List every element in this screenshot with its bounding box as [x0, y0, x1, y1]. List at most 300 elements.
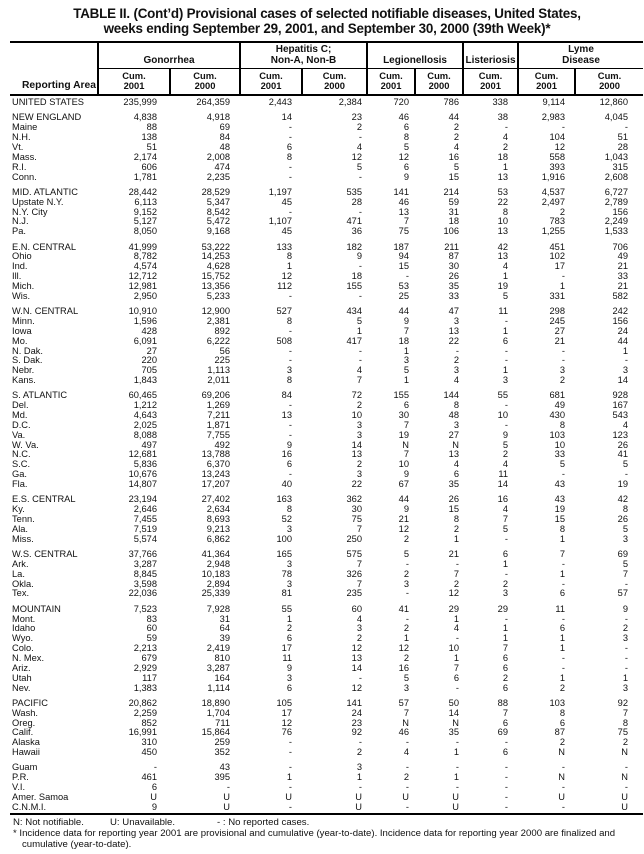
- subheader-hepatitis-cum-2000: Cum. 2000: [302, 69, 367, 95]
- value-cell: 2,381: [206, 315, 230, 326]
- value-cell: -: [358, 355, 363, 366]
- table-row: [10, 560, 643, 570]
- table-row: [10, 123, 643, 133]
- table-header: [10, 42, 643, 95]
- value-cell: 112: [277, 280, 292, 291]
- table-row: [10, 327, 643, 337]
- value-cell: 430: [549, 410, 566, 421]
- value-cell: -: [288, 355, 292, 366]
- value-cell: 9: [403, 469, 410, 480]
- table-title-line2: weeks ending September 29, 2001, and September 30, 2000 (39th Week)*: [103, 21, 551, 36]
- value-cell: 417: [346, 335, 363, 346]
- table-row: [10, 699, 643, 709]
- value-cell: 7,455: [133, 514, 157, 524]
- value-cell: 2: [453, 578, 460, 589]
- value-cell: 450: [141, 747, 157, 758]
- column-group-listeriosis: [463, 42, 518, 69]
- value-cell: 7: [356, 523, 363, 534]
- value-cell: 474: [214, 161, 230, 172]
- value-cell: 706: [612, 241, 629, 252]
- reporting-area-cell: Oreg.: [12, 717, 36, 728]
- value-cell: 9: [286, 439, 292, 450]
- value-cell: 84: [219, 132, 230, 143]
- reporting-area-cell: Tex.: [12, 588, 30, 599]
- footnote-asterisk: * Incidence data for reporting year 2001 are provisional and cumulative (year-to-date). Incidence data for reporting year 2000 are finalized and cumulative (year-to-date).: [13, 828, 616, 850]
- value-cell: -: [504, 315, 509, 326]
- table-row: [10, 605, 643, 615]
- value-cell: 3: [356, 429, 363, 440]
- value-cell: 76: [281, 727, 292, 738]
- table-row: [10, 719, 643, 729]
- value-cell: 310: [141, 737, 157, 748]
- notifiable-diseases-table: [10, 41, 643, 815]
- value-cell: 2,259: [133, 707, 157, 718]
- value-cell: 46: [398, 727, 410, 738]
- reporting-area-cell: Conn.: [12, 171, 37, 182]
- value-cell: 9: [403, 315, 410, 326]
- value-cell: 64: [219, 623, 230, 634]
- reporting-area-cell: Mich.: [12, 280, 35, 291]
- value-cell: 3: [622, 682, 629, 693]
- value-cell: 35: [448, 280, 460, 291]
- value-cell: 5,574: [133, 533, 157, 544]
- table-row: [10, 143, 643, 153]
- value-cell: 43: [554, 478, 566, 489]
- value-cell: 28,529: [201, 186, 230, 197]
- value-cell: -: [405, 782, 410, 793]
- value-cell: 46: [398, 196, 410, 207]
- value-cell: 5: [453, 161, 460, 172]
- value-cell: 5: [403, 672, 410, 683]
- value-cell: -: [561, 801, 566, 812]
- value-cell: 705: [141, 365, 157, 376]
- value-cell: 9,213: [206, 523, 230, 534]
- reporting-area-cell: Ill.: [12, 271, 22, 282]
- value-cell: 10,183: [201, 568, 230, 579]
- value-cell: 7,523: [133, 603, 157, 614]
- value-cell: 123: [612, 429, 629, 440]
- value-cell: 17: [554, 261, 566, 272]
- value-cell: 8: [453, 400, 460, 411]
- reporting-area-cell: Colo.: [12, 643, 34, 654]
- value-cell: 235,999: [123, 97, 157, 108]
- value-cell: 9,152: [133, 206, 157, 217]
- value-cell: 6,370: [206, 459, 230, 470]
- value-cell: 21: [617, 280, 629, 291]
- value-cell: 1: [559, 643, 566, 654]
- value-cell: 60: [146, 623, 157, 634]
- value-cell: -: [455, 782, 460, 793]
- value-cell: -: [561, 613, 566, 624]
- reporting-area-cell: Iowa: [12, 325, 32, 336]
- value-cell: 1: [502, 161, 509, 172]
- value-cell: 28: [617, 141, 629, 152]
- value-cell: 17: [281, 707, 292, 718]
- table-row: [10, 580, 643, 590]
- value-cell: 5,472: [206, 216, 230, 227]
- reporting-area-cell: NEW ENGLAND: [12, 112, 82, 123]
- value-cell: 2,384: [338, 97, 363, 108]
- value-cell: 4,918: [206, 112, 230, 123]
- value-cell: 2: [502, 449, 509, 460]
- value-cell: 1: [502, 365, 509, 376]
- value-cell: 1: [559, 672, 566, 683]
- value-cell: 2,983: [541, 112, 566, 123]
- value-cell: 72: [351, 390, 363, 401]
- table-row: [10, 525, 643, 535]
- value-cell: 2,634: [206, 504, 230, 515]
- value-cell: 5,836: [133, 459, 157, 470]
- table-row: [10, 654, 643, 664]
- value-cell: 211: [444, 241, 460, 252]
- value-cell: 18: [351, 271, 363, 282]
- group-label: Gonorrhea: [143, 54, 195, 66]
- value-cell: 1,383: [133, 682, 157, 693]
- table-row: [10, 227, 643, 237]
- value-cell: 45: [281, 226, 292, 237]
- value-cell: 9: [151, 801, 157, 812]
- value-cell: 7: [356, 375, 363, 386]
- value-cell: 22: [497, 196, 509, 207]
- value-cell: 8,088: [133, 429, 157, 440]
- value-cell: 87: [554, 727, 566, 738]
- value-cell: -: [561, 558, 566, 569]
- value-cell: 155: [346, 280, 363, 291]
- reporting-area-cell: E.N. CENTRAL: [12, 241, 77, 252]
- value-cell: 5,233: [206, 290, 230, 301]
- value-cell: 163: [276, 494, 292, 505]
- value-cell: 47: [448, 306, 460, 317]
- value-cell: -: [358, 345, 363, 356]
- value-cell: -: [504, 533, 509, 544]
- subheader-lyme-cum-2001: Cum. 2001: [518, 69, 575, 95]
- value-cell: 6: [502, 335, 509, 346]
- value-cell: -: [561, 122, 566, 133]
- value-cell: 6: [502, 747, 509, 758]
- value-cell: 7: [356, 558, 363, 569]
- value-cell: -: [288, 429, 292, 440]
- value-cell: 3: [286, 523, 292, 534]
- value-cell: 331: [549, 290, 566, 301]
- reporting-area-cell: Upstate N.Y.: [12, 196, 64, 207]
- value-cell: 12: [398, 151, 410, 162]
- value-cell: 49: [617, 251, 629, 262]
- column-group-hepatitis-c: [240, 42, 367, 69]
- value-cell: 9: [403, 171, 410, 182]
- value-cell: 165: [276, 549, 292, 560]
- value-cell: 395: [214, 772, 230, 783]
- value-cell: 15,864: [201, 727, 230, 738]
- value-cell: 326: [346, 568, 363, 579]
- value-cell: -: [561, 662, 566, 673]
- reporting-area-cell: Ohio: [12, 251, 32, 262]
- value-cell: 133: [276, 241, 292, 252]
- value-cell: 1: [286, 772, 292, 783]
- value-cell: 1,043: [604, 151, 629, 162]
- value-cell: 12: [281, 717, 292, 728]
- value-cell: 13: [497, 226, 509, 237]
- column-group-legionellosis: [367, 42, 463, 69]
- value-cell: 3: [356, 623, 363, 634]
- value-cell: 434: [346, 306, 363, 317]
- value-cell: -: [624, 469, 629, 480]
- value-cell: 55: [497, 390, 509, 401]
- value-cell: 13: [448, 325, 460, 336]
- value-cell: 4: [356, 141, 363, 152]
- value-cell: 31: [219, 613, 230, 624]
- value-cell: -: [288, 290, 292, 301]
- table-row: [10, 570, 643, 580]
- reporting-area-cell: Utah: [12, 672, 32, 683]
- table-row: [10, 317, 643, 327]
- value-cell: 1,114: [207, 682, 230, 693]
- value-cell: 575: [346, 549, 363, 560]
- value-cell: 21: [617, 261, 629, 272]
- value-cell: 15,752: [201, 271, 230, 282]
- value-cell: 75: [398, 226, 410, 237]
- value-cell: 7: [559, 549, 566, 560]
- legend-unavailable: U: Unavailable.: [110, 816, 176, 828]
- value-cell: 8,693: [206, 514, 230, 524]
- table-row: [10, 307, 643, 317]
- value-cell: 164: [214, 672, 230, 683]
- value-cell: 10: [497, 216, 509, 227]
- value-cell: -: [624, 652, 629, 663]
- reporting-area-cell: La.: [12, 568, 25, 579]
- reporting-area-cell: MOUNTAIN: [12, 603, 61, 614]
- value-cell: 852: [141, 717, 157, 728]
- value-cell: -: [288, 469, 292, 480]
- value-cell: 9: [403, 504, 410, 515]
- value-cell: -: [455, 558, 460, 569]
- value-cell: 14: [351, 439, 363, 450]
- value-cell: 75: [351, 514, 363, 524]
- value-cell: -: [561, 271, 566, 282]
- value-cell: -: [561, 345, 566, 356]
- value-cell: 711: [215, 717, 230, 728]
- value-cell: 6: [286, 682, 292, 693]
- value-cell: 15: [398, 261, 410, 272]
- value-cell: 362: [346, 494, 363, 505]
- table-row: [10, 738, 643, 748]
- value-cell: 3,598: [133, 578, 157, 589]
- value-cell: 27: [146, 345, 157, 356]
- value-cell: 94: [398, 251, 410, 262]
- value-cell: 9,168: [206, 226, 230, 237]
- value-cell: 535: [346, 186, 363, 197]
- value-cell: 4: [356, 365, 363, 376]
- value-cell: -: [504, 801, 509, 812]
- value-cell: -: [405, 588, 410, 599]
- reporting-area-cell: Ala.: [12, 523, 29, 534]
- value-cell: 2: [453, 523, 460, 534]
- reporting-area-cell: Wash.: [12, 707, 39, 718]
- value-cell: 1,843: [133, 375, 157, 386]
- value-cell: 2,950: [133, 290, 157, 301]
- value-cell: 7: [356, 578, 363, 589]
- table-row: [10, 411, 643, 421]
- value-cell: 7: [502, 707, 509, 718]
- value-cell: 16: [448, 151, 460, 162]
- reporting-area-cell: Nebr.: [12, 365, 35, 376]
- value-cell: 9: [622, 603, 629, 614]
- value-cell: 12: [351, 151, 363, 162]
- value-cell: 88: [146, 122, 157, 133]
- value-cell: 2: [403, 652, 410, 663]
- table-row: [10, 535, 643, 545]
- value-cell: 8: [453, 514, 460, 524]
- value-cell: 2,213: [133, 643, 157, 654]
- value-cell: 3: [622, 365, 629, 376]
- reporting-area-cell: N.J.: [12, 216, 29, 227]
- subheader-row: [10, 69, 643, 95]
- value-cell: 1: [622, 672, 629, 683]
- reporting-area-cell: Guam: [12, 762, 38, 773]
- value-cell: 2: [286, 623, 292, 634]
- value-cell: 1: [453, 747, 460, 758]
- value-cell: 783: [549, 216, 566, 227]
- value-cell: 3: [403, 682, 410, 693]
- value-cell: 2: [356, 459, 363, 470]
- value-cell: 1,197: [268, 186, 292, 197]
- value-cell: 7: [403, 216, 410, 227]
- table-row: [10, 460, 643, 470]
- reporting-area-cell: W. Va.: [12, 439, 39, 450]
- value-cell: 19: [617, 478, 629, 489]
- value-cell: 264,359: [196, 97, 230, 108]
- value-cell: N: [558, 772, 566, 783]
- value-cell: 55: [281, 603, 292, 614]
- value-cell: 24: [617, 325, 629, 336]
- value-cell: 5: [403, 365, 410, 376]
- value-cell: 720: [393, 97, 410, 108]
- value-cell: 2: [356, 747, 363, 758]
- value-cell: 13,243: [201, 469, 230, 480]
- value-cell: 2: [502, 672, 509, 683]
- value-cell: 4: [453, 375, 460, 386]
- value-cell: 2,497: [541, 196, 566, 207]
- value-cell: -: [226, 782, 230, 793]
- value-cell: 1: [502, 325, 509, 336]
- value-cell: 2: [502, 141, 509, 152]
- value-cell: 69: [219, 122, 230, 133]
- value-cell: 30: [351, 504, 363, 515]
- value-cell: -: [624, 662, 629, 673]
- value-cell: 2,443: [268, 97, 292, 108]
- value-cell: 4: [453, 459, 460, 470]
- value-cell: 786: [443, 97, 460, 108]
- table-row: [10, 198, 643, 208]
- value-cell: 6: [403, 400, 410, 411]
- value-cell: 10: [497, 410, 509, 421]
- subheader-listeriosis-cum-2001: Cum. 2001: [463, 69, 518, 95]
- value-cell: 12,900: [201, 306, 230, 317]
- value-cell: -: [288, 345, 292, 356]
- value-cell: -: [504, 345, 509, 356]
- value-cell: -: [561, 469, 566, 480]
- value-cell: 2,948: [206, 558, 230, 569]
- value-cell: 2: [403, 568, 410, 579]
- subheader-legionellosis-cum-2001: Cum. 2001: [367, 69, 415, 95]
- value-cell: 7: [453, 662, 460, 673]
- table-title-line1: TABLE II. (Cont’d) Provisional cases of selected notifiable diseases, United States,: [73, 6, 581, 21]
- value-cell: 4,537: [541, 186, 566, 197]
- value-cell: 6,862: [206, 533, 230, 544]
- value-cell: 8: [286, 315, 292, 326]
- reporting-area-cell: S. Dak.: [12, 355, 43, 366]
- value-cell: 6: [502, 652, 509, 663]
- value-cell: 681: [549, 390, 566, 401]
- table-row: [10, 133, 643, 143]
- value-cell: 15: [448, 504, 460, 515]
- reporting-area-cell: Hawaii: [12, 747, 40, 758]
- value-cell: 1,781: [133, 171, 157, 182]
- value-cell: 250: [346, 533, 363, 544]
- value-cell: 1: [502, 271, 509, 282]
- value-cell: 6,091: [133, 335, 157, 346]
- value-cell: 53: [398, 280, 410, 291]
- value-cell: 15: [554, 514, 566, 524]
- value-cell: 1: [502, 558, 509, 569]
- value-cell: 18: [448, 216, 460, 227]
- table-row: [10, 709, 643, 719]
- value-cell: 8,542: [206, 206, 230, 217]
- value-cell: 8,782: [133, 251, 157, 262]
- value-cell: N: [402, 717, 410, 728]
- value-cell: 2,008: [206, 151, 230, 162]
- value-cell: 19: [554, 504, 566, 515]
- value-cell: -: [405, 762, 410, 773]
- value-cell: 6: [559, 717, 566, 728]
- table-row: [10, 505, 643, 515]
- value-cell: 558: [549, 151, 566, 162]
- value-cell: 3: [403, 578, 410, 589]
- value-cell: 18,890: [201, 697, 230, 708]
- value-cell: 69: [617, 549, 629, 560]
- value-cell: 37,766: [128, 549, 157, 560]
- table-row: [10, 803, 643, 814]
- value-cell: 2,025: [133, 419, 157, 430]
- value-cell: 2: [453, 122, 460, 133]
- value-cell: 1,255: [541, 226, 566, 237]
- value-cell: 14: [497, 478, 509, 489]
- reporting-area-cell: Md.: [12, 410, 28, 421]
- value-cell: -: [455, 762, 460, 773]
- value-cell: 1: [559, 568, 566, 579]
- value-cell: 10: [554, 439, 566, 450]
- value-cell: 4: [356, 613, 363, 624]
- value-cell: -: [405, 737, 410, 748]
- value-cell: 235: [346, 588, 363, 599]
- table-row: [10, 684, 643, 694]
- value-cell: U: [223, 801, 230, 812]
- table-row: [10, 282, 643, 292]
- value-cell: -: [561, 652, 566, 663]
- value-cell: 7,928: [206, 603, 230, 614]
- value-cell: -: [504, 122, 509, 133]
- value-cell: 4,838: [133, 112, 157, 123]
- value-cell: 100: [276, 533, 292, 544]
- value-cell: 59: [146, 633, 157, 644]
- value-cell: -: [288, 400, 292, 411]
- value-cell: 6: [559, 623, 566, 634]
- value-cell: -: [504, 737, 509, 748]
- reporting-area-cell: Ark.: [12, 558, 29, 569]
- value-cell: U: [355, 801, 363, 812]
- reporting-area-cell: Nev.: [12, 682, 31, 693]
- value-cell: 42: [497, 241, 509, 252]
- value-cell: 17,207: [201, 478, 230, 489]
